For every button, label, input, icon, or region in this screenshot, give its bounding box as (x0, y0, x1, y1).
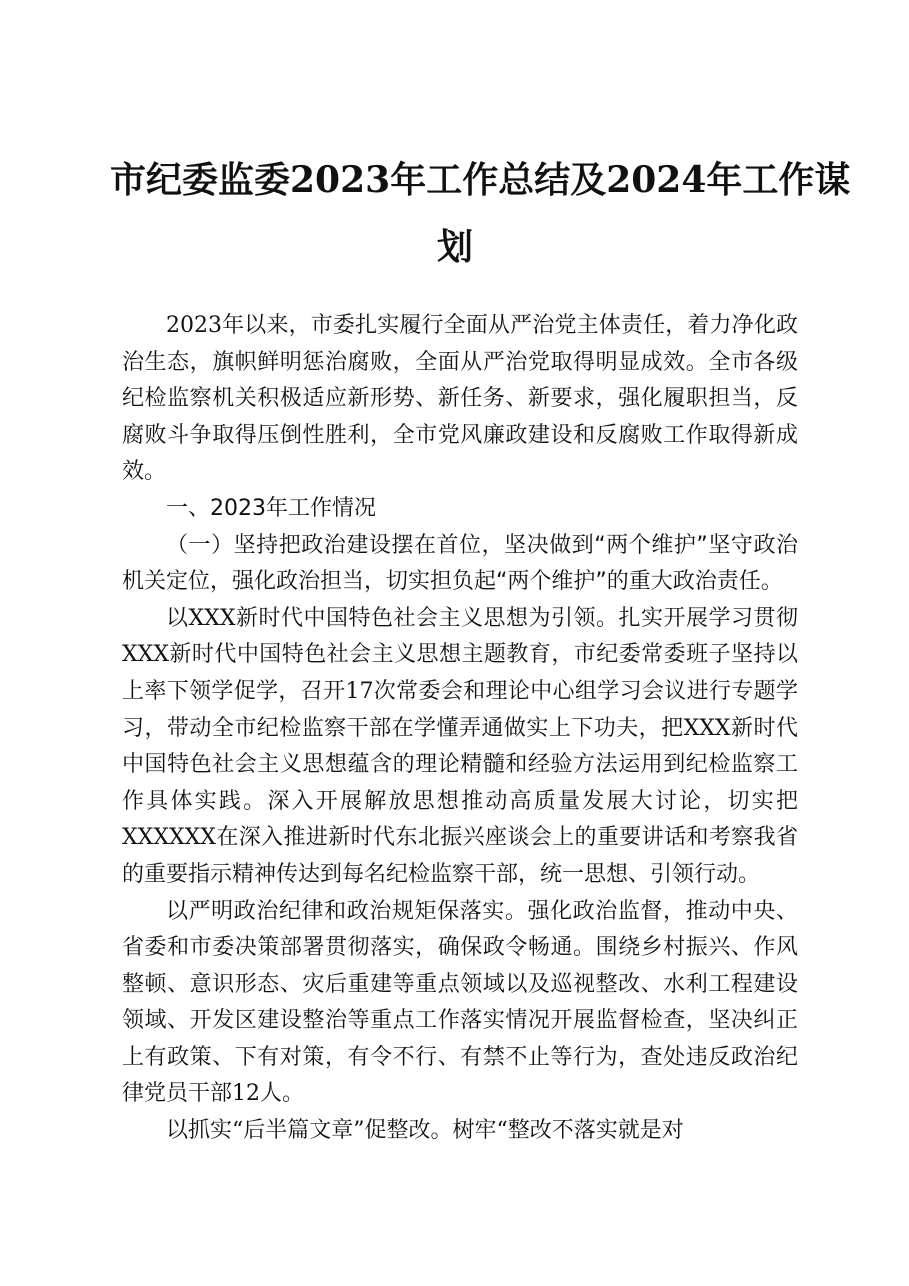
section-heading: 一、2023年工作情况 (166, 495, 376, 521)
document-title-line2: 划 (436, 226, 473, 268)
subsection-heading: （一）坚持把政治建设摆在首位，坚决做到“两个维护”坚守政治机关定位，强化政治担当，切实担负起“两个维护”的重大政治责任。 (122, 532, 798, 595)
intro-paragraph: 2023年以来，市委扎实履行全面从严治党主体责任，着力净化政治生态，旗帜鲜明惩治腐败，全面从严治党取得明显成效。全市各级纪检监察机关积极适应新形势、新任务、新要求，强化履职担当，反腐败斗争取得压倒性胜利，全市党风廉政建设和反腐败工作取得新成效。 (122, 313, 798, 485)
document-title-line1: 市纪委监委2023年工作总结及2024年工作谋 (110, 159, 851, 201)
body-paragraph: 以XXX新时代中国特色社会主义思想为引领。扎实开展学习贯彻XXX新时代中国特色社会主义思想主题教育，市纪委常委班子坚持以上率下领学促学，召开17次常委会和理论中心组学习会议进行专题学习，带动全市纪检监察干部在学懂弄通做实上下功夫，把XXX新时代中国特色社会主义思想蕴含的理论精髓和经验方法运用到纪检监察工作具体实践。深入开展解放思想推动高质量发展大讨论，切实把XXXXXX在深入推进新时代东北振兴座谈会上的重要讲话和考察我省的重要指示精神传达到每名纪检监察干部，统一思想、引领行动。 (122, 605, 798, 887)
body-paragraph: 以严明政治纪律和政治规矩保落实。强化政治监督，推动中央、省委和市委决策部署贯彻落实，确保政令畅通。围绕乡村振兴、作风整顿、意识形态、灾后重建等重点领域以及巡视整改、水利工程建设领域、开发区建设整治等重点工作落实情况开展监督检查，坚决纠正上有政策、下有对策，有令不行、有禁不止等行为，查处违反政治纪律党员干部12人。 (122, 898, 798, 1107)
document-body (122, 308, 798, 1150)
body-paragraph: 以抓实“后半篇文章”促整改。树牢“整改不落实就是对 (166, 1118, 684, 1144)
